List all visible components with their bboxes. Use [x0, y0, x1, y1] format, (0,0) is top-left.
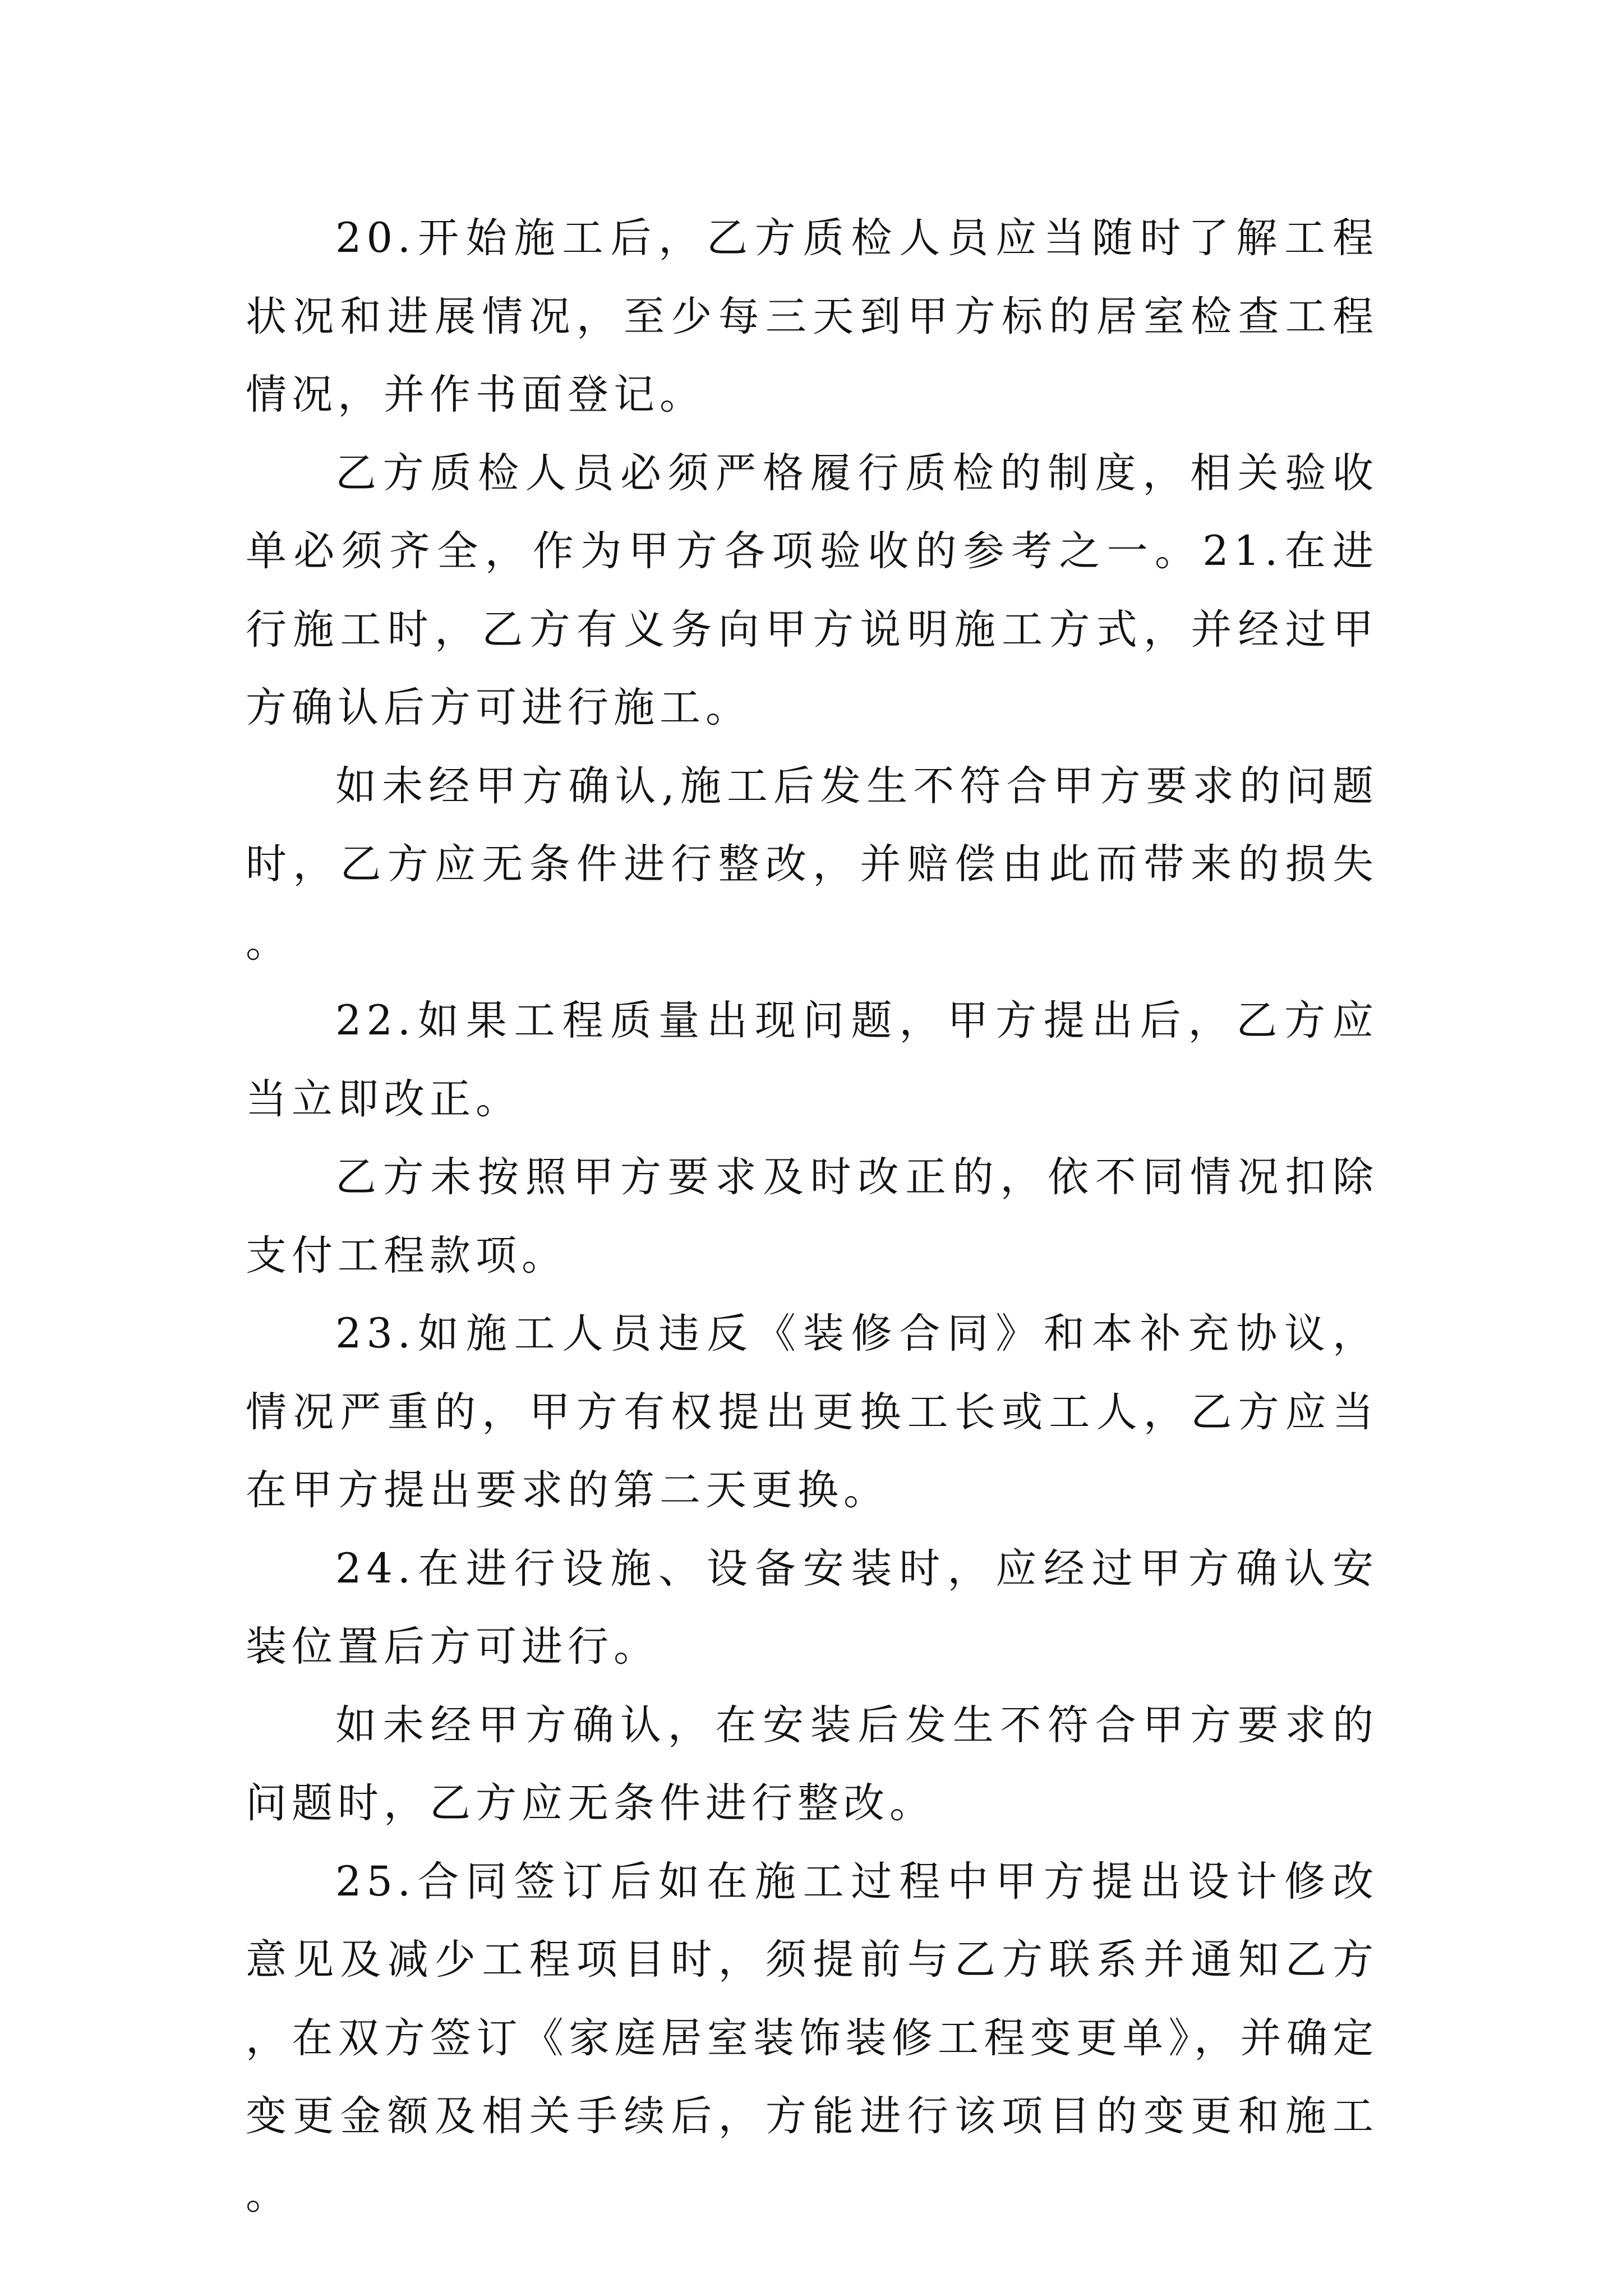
- paragraph-clause-22: 22.如果工程质量出现问题，甲方提出后，乙方应当立即改正。: [246, 997, 1378, 1123]
- paragraph-clause-24-note: 如未经甲方确认，在安装后发生不符合甲方要求的问题时，乙方应无条件进行整改。: [246, 1701, 1378, 1827]
- paragraph-clause-20: 20.开始施工后，乙方质检人员应当随时了解工程状况和进展情况，至少每三天到甲方标的居室检查工程情况，并作书面登记。: [246, 214, 1378, 418]
- paragraph-clause-22-note: 乙方未按照甲方要求及时改正的，依不同情况扣除支付工程款项。: [246, 1153, 1378, 1280]
- paragraph-clause-24: 24.在进行设施、设备安装时，应经过甲方确认安装位置后方可进行。: [246, 1544, 1378, 1671]
- paragraph-clause-21-note: 如未经甲方确认,施工后发生不符合甲方要求的问题时，乙方应无条件进行整改，并赔偿由此而带来的损失。: [246, 762, 1378, 967]
- paragraph-clause-20-21: 乙方质检人员必须严格履行质检的制度，相关验收单必须齐全，作为甲方各项验收的参考之一。21.在进行施工时，乙方有义务向甲方说明施工方式，并经过甲方确认后方可进行施工。: [246, 449, 1378, 731]
- document-body: [246, 199, 1378, 2234]
- paragraph-clause-25: 25.合同签订后如在施工过程中甲方提出设计修改意见及减少工程项目时，须提前与乙方联系并通知乙方，在双方签订《家庭居室装饰装修工程变更单》，并确定变更金额及相关手续后，方能进行该项目的变更和施工。: [246, 1857, 1378, 2219]
- paragraph-clause-23: 23.如施工人员违反《装修合同》和本补充协议，情况严重的，甲方有权提出更换工长或工人，乙方应当在甲方提出要求的第二天更换。: [246, 1310, 1378, 1514]
